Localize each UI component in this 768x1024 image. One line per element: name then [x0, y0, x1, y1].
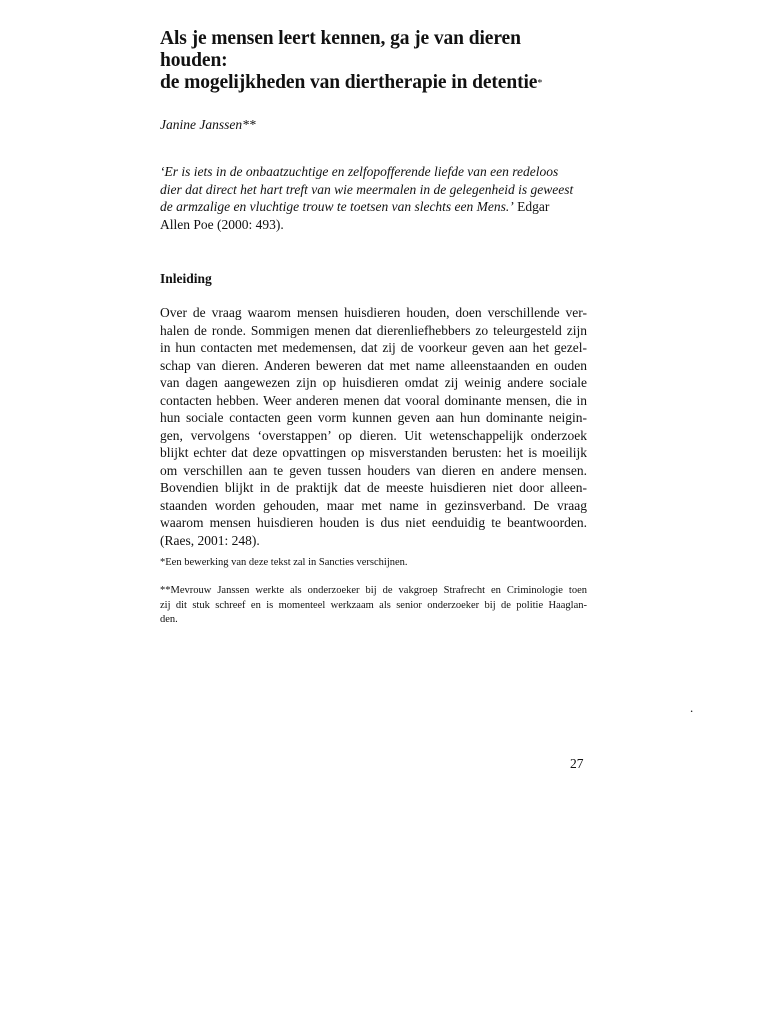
- body-line: waarom mensen huisdieren houden is dus niet eenduidig te beantwoorden.: [160, 515, 587, 530]
- body-line: schap van dieren. Anderen beweren dat met name alleenstaanden en ouden: [160, 357, 587, 373]
- title-footnote-marker: *: [537, 78, 543, 89]
- stray-mark: .: [690, 700, 694, 715]
- footnote-2-line-1: **Mevrouw Janssen werkte als onderzoeker bij de vakgroep Strafrecht en Criminologie toen: [160, 585, 587, 596]
- title-line-2: de mogelijkheden van diertherapie in detentie: [160, 72, 538, 93]
- body-line: in hun contacten met medemensen, dat zij de voorkeur geven aan het gezel-: [160, 340, 587, 355]
- body-line: (Raes, 2001: 248).: [160, 532, 260, 548]
- body-line: Over de vraag waarom mensen huisdieren houden, doen verschillende ver-: [160, 305, 587, 320]
- body-line: halen de ronde. Sommigen menen dat dierenliefhebbers zo teleurgesteld zijn: [160, 322, 587, 338]
- title-line-1: Als je mensen leert kennen, ga je van dieren houden:: [160, 28, 521, 71]
- epigraph-source-part-1: Edgar: [513, 199, 550, 214]
- document-page: [160, 28, 587, 625]
- section-heading: Inleiding: [160, 271, 212, 286]
- footnote-2: [160, 584, 587, 628]
- epigraph-quote-line-1: ‘Er is iets in de onbaatzuchtige en zelfopofferende liefde van een redeloos: [160, 164, 559, 179]
- footnote-2-line-3: den.: [160, 614, 178, 625]
- author-name: Janine Janssen**: [160, 117, 256, 132]
- body-line: van dagen aangewezen zijn op huisdieren omdat zij weinig andere sociale: [160, 375, 587, 390]
- page-number: 27: [570, 756, 584, 771]
- body-line: blijkt echter dat deze opvattingen op misverstanden berusten: het is moeilijk: [160, 445, 587, 460]
- epigraph-source-part-2: Allen Poe (2000: 493).: [160, 216, 284, 232]
- article-title: [160, 28, 587, 95]
- footnote-1: *Een bewerking van deze tekst zal in Sancties verschijnen.: [160, 557, 408, 568]
- epigraph-quote-line-3: de armzalige en vluchtige trouw te toetsen van slechts een Mens.’: [160, 199, 514, 214]
- body-line: om verschillen aan te geven tussen houders van dieren en andere mensen.: [160, 462, 587, 478]
- body-line: hun sociale contacten geen vorm kunnen geven aan hun dominante neigin-: [160, 410, 587, 425]
- body-paragraph: [160, 304, 587, 549]
- body-line: Bovendien blijkt in de praktijk dat de meeste huisdieren niet door alleen-: [160, 480, 587, 495]
- body-line: contacten hebben. Weer anderen menen dat vooral dominante mensen, die in: [160, 392, 587, 408]
- epigraph-quote-line-2: dier dat direct het hart treft van wie meermalen in de gelegenheid is geweest: [160, 181, 574, 197]
- footnote-2-line-2: zij dit stuk schreef en is momenteel werkzaam als senior onderzoeker bij de politie Haaglan-: [160, 599, 587, 611]
- body-line: gen, vervolgens ‘overstappen’ op dieren. Uit wetenschappelijk onderzoek: [160, 427, 587, 443]
- body-line: staanden worden gehouden, maar met name in gezinsverband. De vraag: [160, 497, 587, 513]
- epigraph: [160, 163, 587, 233]
